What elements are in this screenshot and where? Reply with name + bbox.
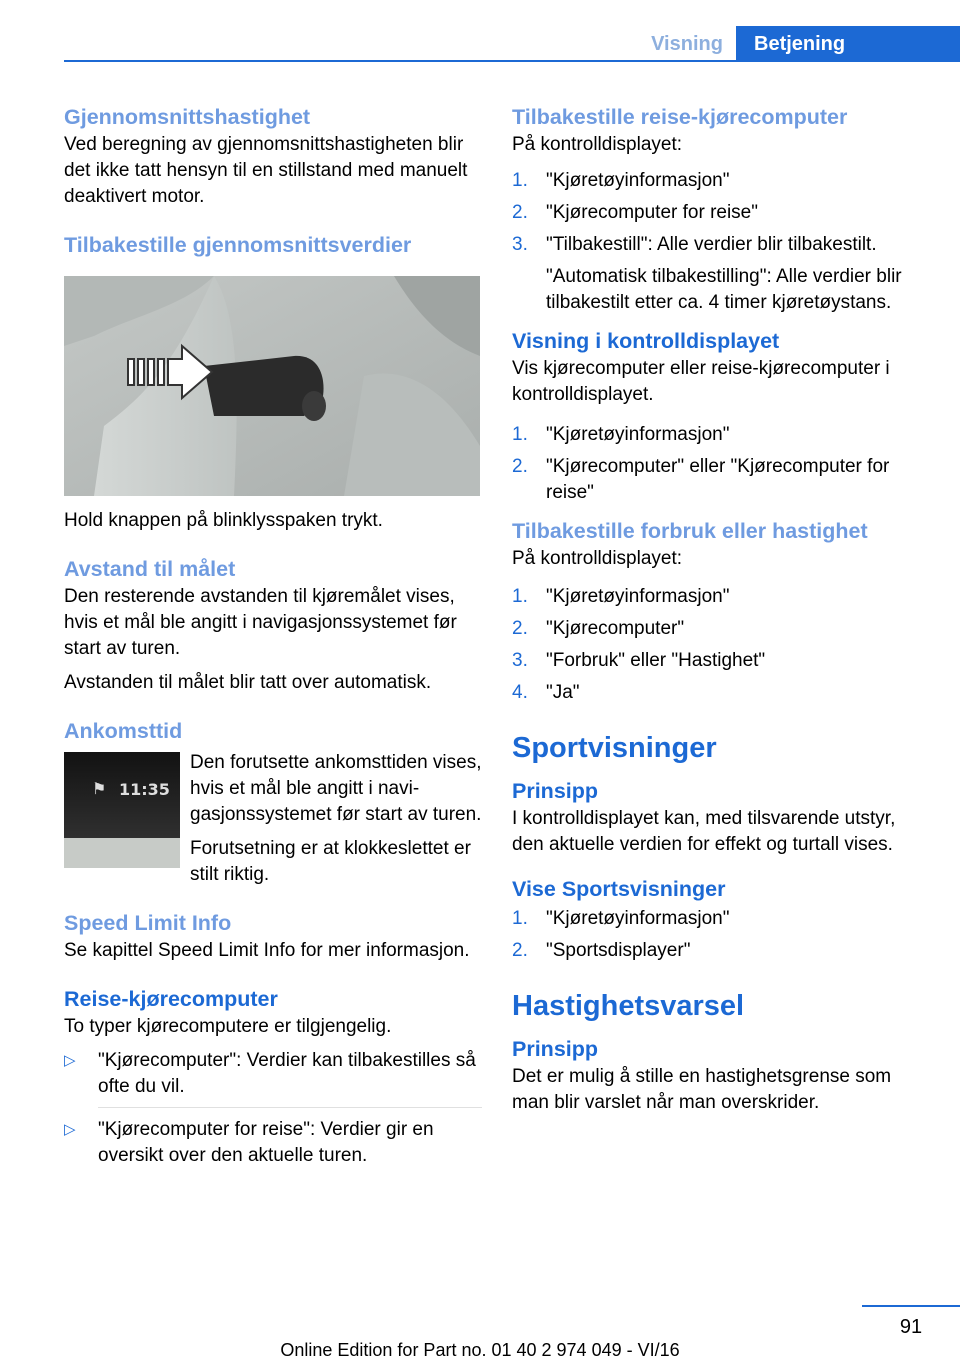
text-avstand-1: Den resterende avstanden til kjøremålet vises, hvis et mål ble angitt i navigasjonssystemet før start av turen. — [64, 586, 457, 659]
heading-visning-i-kontrolldisplayet: Visning i kontrolldisplayet — [512, 329, 780, 353]
right-column — [512, 100, 932, 1116]
text-avstand-2: Avstanden til målet blir tatt over automatisk. — [64, 672, 432, 693]
list-item: 2. "Sportsdisplayer" — [512, 940, 691, 961]
triangle-bullet-icon: ▷ — [64, 1052, 76, 1069]
list-item: 3. "Forbruk" eller "Hastighet" — [512, 650, 766, 671]
list-item: 1. "Kjøretøyinformasjon" — [512, 908, 730, 929]
heading-vise-sportsvisninger: Vise Sportsvisninger — [512, 877, 726, 901]
list-item: 2. "Kjørecomputer" — [512, 618, 685, 639]
heading-sportvisninger: Sportvisninger — [512, 732, 717, 764]
heading-speed-limit-info: Speed Limit Info — [64, 911, 232, 935]
heading-gjennomsnittshastighet: Gjennomsnittshastighet — [64, 105, 311, 129]
heading-tilbakestille-reise: Tilbakestille reise-kjørecomputer — [512, 105, 848, 129]
heading-ankomsttid: Ankomsttid — [64, 719, 183, 743]
step-subtext: "Automatisk tilbakestilling": Alle verdier blir tilbakestilt etter ca. 4 timer kjøretøystans. — [546, 266, 902, 313]
navigation-flag-icon: ⚑ — [92, 779, 107, 798]
list-item: 3. "Tilbakestill": Alle verdier blir tilbakestilt. "Automatisk tilbakestilling": Alle verdier blir tilbakestilt etter ca. 4 timer kjøretøystans. — [512, 232, 932, 316]
heading-tilbakestille-gjennomsnittsverdier: Tilbakestille gjennomsnittsverdier — [64, 233, 412, 257]
heading-prinsipp-sport: Prinsipp — [512, 779, 599, 803]
clock-time: 11:35 — [119, 780, 170, 799]
steps-visning — [512, 422, 932, 506]
footer-rule — [862, 1305, 960, 1307]
caption-blinklysspak: Hold knappen på blinklysspaken trykt. — [64, 510, 383, 531]
list-item: 2. "Kjørecomputer" eller "Kjørecomputer for reise" — [512, 456, 890, 503]
tab-visning[interactable]: Visning — [651, 32, 723, 55]
list-item: 1. "Kjøretøyinformasjon" — [512, 586, 730, 607]
intro-tilbakestille-forbruk: På kontrolldisplayet: — [512, 548, 683, 569]
steering-column-illustration — [64, 276, 480, 496]
text-prinsipp-sport: I kontrolldisplayet kan, med tilsvarende utstyr, den aktuelle verdien for effekt og turtall vises. — [512, 808, 896, 855]
list-item: ▷ "Kjørecomputer for reise": Verdier gir en oversikt over den aktuelle turen. — [64, 1119, 434, 1166]
list-item: 1. "Kjøretøyinformasjon" — [512, 424, 730, 445]
footer-edition: Online Edition for Part no. 01 40 2 974 049 - VI/16 — [280, 1340, 680, 1360]
list-item: 2. "Kjørecomputer for reise" — [512, 202, 758, 223]
page-number: 91 — [899, 1316, 923, 1338]
tab-betjening[interactable]: Betjening — [736, 26, 960, 62]
heading-hastighetsvarsel: Hastighetsvarsel — [512, 990, 745, 1022]
list-item: 4. "Ja" — [512, 682, 580, 703]
ankomsttid-block — [64, 750, 482, 888]
text-ankomsttid-2: Forutsetning er at klokkeslettet er stilt riktig. — [190, 838, 471, 885]
text-speed-limit-info: Se kapittel Speed Limit Info for mer informasjon. — [64, 940, 470, 961]
intro-visning: Vis kjørecomputer eller reise-kjørecomputer i kontrolldisplayet. — [512, 358, 890, 405]
left-column — [64, 100, 482, 1175]
steps-tilbakestille-forbruk — [512, 584, 932, 706]
heading-tilbakestille-forbruk: Tilbakestille forbruk eller hastighet — [512, 519, 868, 543]
clock-display-image — [64, 752, 180, 868]
heading-avstand-til-malet: Avstand til målet — [64, 557, 236, 581]
steps-sportsvisninger — [512, 906, 932, 964]
text-reise-kjorecomputer: To typer kjørecomputere er tilgjengelig. — [64, 1016, 392, 1037]
list-item: ▷ "Kjørecomputer": Verdier kan tilbakestilles så ofte du vil. — [64, 1050, 476, 1097]
intro-tilbakestille-reise: På kontrolldisplayet: — [512, 134, 683, 155]
heading-prinsipp-hastighet: Prinsipp — [512, 1037, 599, 1061]
text-prinsipp-hastighet: Det er mulig å stille en hastighetsgrense som man blir varslet når man overskrider. — [512, 1066, 892, 1113]
text-ankomsttid-1: Den forutsette ankomsttiden vises, hvis et mål ble angitt i navigasjonssystemet før start av turen. — [190, 752, 482, 825]
triangle-bullet-icon: ▷ — [64, 1121, 76, 1138]
heading-reise-kjorecomputer: Reise-kjørecomputer — [64, 987, 278, 1011]
steps-tilbakestille-reise — [512, 168, 932, 316]
bullet-list-kjorecomputer — [64, 1048, 482, 1169]
list-item: 1. "Kjøretøyinformasjon" — [512, 170, 730, 191]
text-gjennomsnittshastighet: Ved beregning av gjennomsnittshastigheten blir det ikke tatt hensyn til en stillstand med manuelt deaktivert motor. — [64, 134, 468, 207]
